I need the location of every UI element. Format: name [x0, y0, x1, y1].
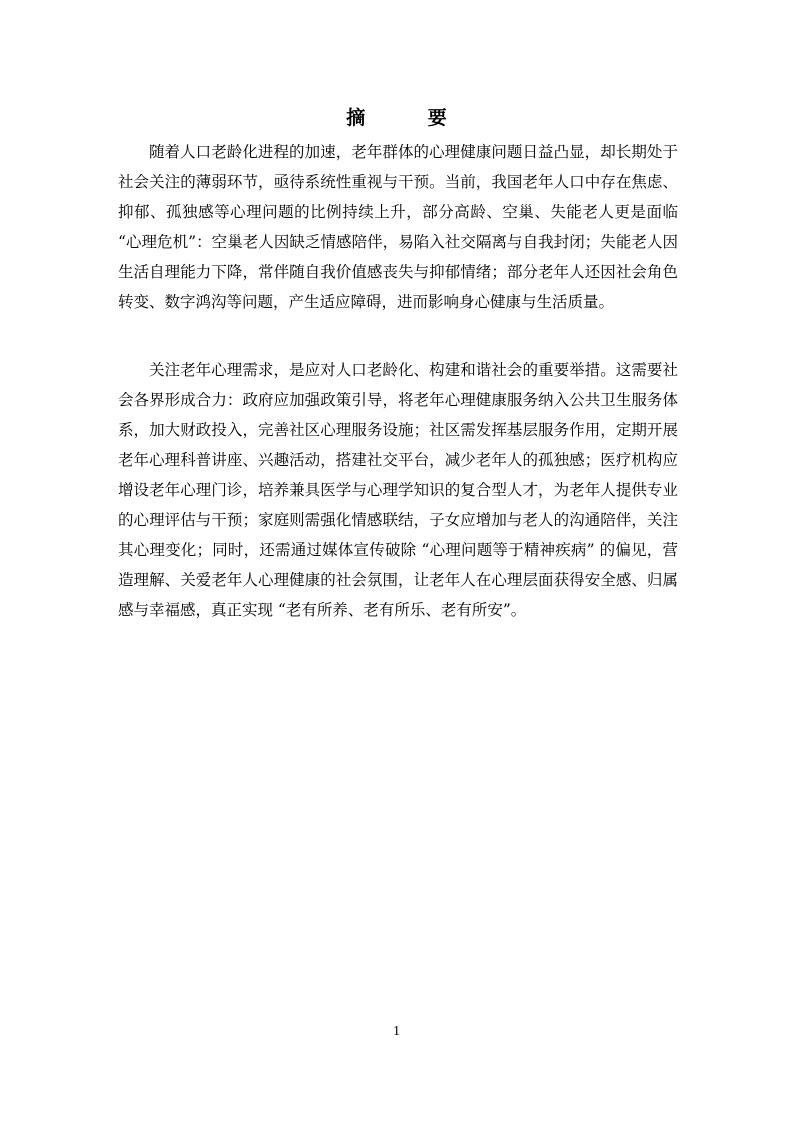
paragraph-text: 随着人口老龄化进程的加速，老年群体的心理健康问题日益凸显，却长期处于社会关注的薄弱环节，亟待系统性重视与干预。当前，我国老年人口中存在焦虑、抑郁、孤独感等心理问题的比例持续上升，部分高龄、空巢、失能老人更是面临 “心理危机”：空巢老人因缺乏情感陪伴，易陷入社交隔离与自我封闭；失能老人因生活自理能力下降，常伴随自我价值感丧失与抑郁情绪；部分老年人还因社会角色转变、数字鸿沟等问题，产生适应障碍，进而影响身心健康与生活质量。: [118, 143, 678, 311]
page-number: 1: [393, 1024, 400, 1039]
abstract-paragraph-1: [118, 137, 678, 317]
paragraph-text: 关注老年心理需求，是应对人口老龄化、构建和谐社会的重要举措。这需要社会各界形成合力：政府应加强政策引导，将老年心理健康服务纳入公共卫生服务体系，加大财政投入，完善社区心理服务设施；社区需发挥基层服务作用，定期开展老年心理科普讲座、兴趣活动，搭建社交平台，减少老年人的孤独感；医疗机构应增设老年心理门诊，培养兼具医学与心理学知识的复合型人才，为老年人提供专业的心理评估与干预；家庭则需强化情感联结，子女应增加与老人的沟通陪伴，关注其心理变化；同时，还需通过媒体宣传破除 “心理问题等于精神疾病” 的偏见，营造理解、关爱老年人心理健康的社会氛围，让老年人在心理层面获得安全感、归属感与幸福感，真正实现 “老有所养、老有所乐、老有所安”。: [118, 361, 678, 619]
abstract-title: 摘 要: [346, 107, 475, 129]
abstract-paragraph-2: [118, 355, 678, 625]
